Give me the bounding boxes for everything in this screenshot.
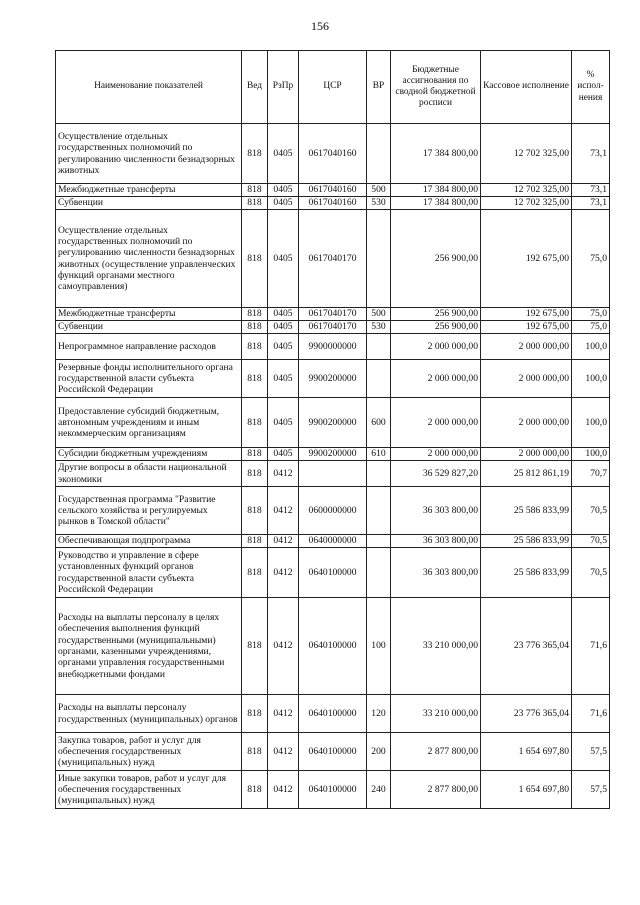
cell-name: Другие вопросы в области национальной экономики — [56, 461, 242, 487]
cell-percent: 100,0 — [572, 448, 610, 461]
cell-vr — [367, 334, 391, 360]
table-row — [56, 733, 610, 771]
cell-ved: 818 — [242, 308, 268, 321]
cell-csr: 0617040160 — [299, 197, 367, 210]
header-budget: Бюджетные ассигнования по сводной бюджетной росписи — [391, 51, 481, 124]
cell-vr — [367, 535, 391, 548]
cell-percent: 75,0 — [572, 321, 610, 334]
cell-ved: 818 — [242, 695, 268, 733]
cell-rzpr: 0412 — [268, 548, 299, 598]
cell-name: Осуществление отдельных государственных полномочий по регулированию численности безнадзорных животных — [56, 124, 242, 184]
cell-budget: 256 900,00 — [391, 308, 481, 321]
cell-vr — [367, 210, 391, 308]
cell-csr: 0600000000 — [299, 487, 367, 535]
cell-vr: 120 — [367, 695, 391, 733]
cell-name: Расходы на выплаты персоналу государственных (муниципальных) органов — [56, 695, 242, 733]
cell-rzpr: 0405 — [268, 321, 299, 334]
cell-csr: 0640100000 — [299, 598, 367, 695]
cell-csr: 0617040170 — [299, 321, 367, 334]
cell-rzpr: 0412 — [268, 535, 299, 548]
cell-ved: 818 — [242, 771, 268, 809]
cell-percent: 73,1 — [572, 184, 610, 197]
cell-rzpr: 0405 — [268, 124, 299, 184]
cell-csr: 0617040170 — [299, 210, 367, 308]
cell-rzpr: 0405 — [268, 210, 299, 308]
cell-vr: 610 — [367, 448, 391, 461]
cell-budget: 36 529 827,20 — [391, 461, 481, 487]
cell-name: Резервные фонды исполнительного органа государственной власти субъекта Российской Федерации — [56, 360, 242, 398]
cell-budget: 36 303 800,00 — [391, 535, 481, 548]
cell-name: Осуществление отдельных государственных полномочий по регулированию численности безнадзорных животных (осуществление управленческих функций органами местного самоуправления) — [56, 210, 242, 308]
cell-ved: 818 — [242, 461, 268, 487]
cell-cash: 192 675,00 — [481, 308, 572, 321]
cell-cash: 2 000 000,00 — [481, 360, 572, 398]
cell-vr — [367, 360, 391, 398]
cell-vr: 500 — [367, 184, 391, 197]
cell-percent: 73,1 — [572, 197, 610, 210]
cell-rzpr: 0405 — [268, 184, 299, 197]
cell-rzpr: 0412 — [268, 461, 299, 487]
cell-percent: 70,5 — [572, 487, 610, 535]
cell-ved: 818 — [242, 487, 268, 535]
cell-budget: 2 000 000,00 — [391, 398, 481, 448]
cell-name: Межбюджетные трансферты — [56, 308, 242, 321]
cell-percent: 57,5 — [572, 771, 610, 809]
cell-cash: 12 702 325,00 — [481, 124, 572, 184]
cell-rzpr: 0412 — [268, 695, 299, 733]
cell-vr — [367, 124, 391, 184]
cell-csr: 0617040170 — [299, 308, 367, 321]
cell-cash: 2 000 000,00 — [481, 334, 572, 360]
cell-budget: 36 303 800,00 — [391, 548, 481, 598]
cell-vr — [367, 548, 391, 598]
cell-rzpr: 0412 — [268, 771, 299, 809]
cell-percent: 100,0 — [572, 360, 610, 398]
cell-budget: 2 000 000,00 — [391, 360, 481, 398]
cell-percent: 75,0 — [572, 308, 610, 321]
cell-budget: 2 877 800,00 — [391, 771, 481, 809]
cell-cash: 12 702 325,00 — [481, 197, 572, 210]
cell-rzpr: 0405 — [268, 334, 299, 360]
cell-ved: 818 — [242, 598, 268, 695]
cell-name: Субсидии бюджетным учреждениям — [56, 448, 242, 461]
cell-csr: 0617040160 — [299, 184, 367, 197]
cell-vr: 240 — [367, 771, 391, 809]
table-row — [56, 398, 610, 448]
cell-csr — [299, 461, 367, 487]
cell-rzpr: 0405 — [268, 197, 299, 210]
cell-cash: 12 702 325,00 — [481, 184, 572, 197]
cell-name: Непрограммное направление расходов — [56, 334, 242, 360]
cell-vr — [367, 487, 391, 535]
cell-name: Субвенции — [56, 197, 242, 210]
cell-cash: 1 654 697,80 — [481, 733, 572, 771]
cell-ved: 818 — [242, 321, 268, 334]
cell-budget: 2 877 800,00 — [391, 733, 481, 771]
cell-ved: 818 — [242, 733, 268, 771]
cell-budget: 36 303 800,00 — [391, 487, 481, 535]
cell-budget: 17 384 800,00 — [391, 184, 481, 197]
table-row — [56, 771, 610, 809]
page-number: 156 — [311, 19, 329, 33]
cell-budget: 17 384 800,00 — [391, 197, 481, 210]
table-row — [56, 535, 610, 548]
cell-ved: 818 — [242, 334, 268, 360]
cell-percent: 57,5 — [572, 733, 610, 771]
cell-vr: 200 — [367, 733, 391, 771]
cell-ved: 818 — [242, 197, 268, 210]
cell-cash: 2 000 000,00 — [481, 448, 572, 461]
cell-vr: 530 — [367, 197, 391, 210]
cell-cash: 25 586 833,99 — [481, 487, 572, 535]
cell-cash: 192 675,00 — [481, 321, 572, 334]
cell-rzpr: 0412 — [268, 733, 299, 771]
table-row — [56, 308, 610, 321]
cell-cash: 1 654 697,80 — [481, 771, 572, 809]
cell-budget: 256 900,00 — [391, 321, 481, 334]
cell-cash: 25 812 861,19 — [481, 461, 572, 487]
cell-name: Субвенции — [56, 321, 242, 334]
table-row — [56, 548, 610, 598]
cell-percent: 100,0 — [572, 334, 610, 360]
cell-vr: 100 — [367, 598, 391, 695]
cell-ved: 818 — [242, 210, 268, 308]
cell-percent: 100,0 — [572, 398, 610, 448]
cell-cash: 23 776 365,04 — [481, 695, 572, 733]
cell-ved: 818 — [242, 360, 268, 398]
header-vr: ВР — [367, 51, 391, 124]
cell-name: Расходы на выплаты персоналу в целях обеспечения выполнения функций государственными (муниципальными) органами, казенными учреждениями, органами управления государственными внебюджетными фондами — [56, 598, 242, 695]
cell-csr: 0640100000 — [299, 733, 367, 771]
header-csr: ЦСР — [299, 51, 367, 124]
cell-rzpr: 0405 — [268, 360, 299, 398]
cell-name: Закупка товаров, работ и услуг для обеспечения государственных (муниципальных) нужд — [56, 733, 242, 771]
cell-percent: 70,5 — [572, 535, 610, 548]
cell-ved: 818 — [242, 548, 268, 598]
cell-percent: 73,1 — [572, 124, 610, 184]
cell-vr: 500 — [367, 308, 391, 321]
cell-percent: 70,5 — [572, 548, 610, 598]
cell-budget: 33 210 000,00 — [391, 695, 481, 733]
cell-budget: 2 000 000,00 — [391, 334, 481, 360]
budget-execution-table — [55, 50, 610, 809]
table-row — [56, 124, 610, 184]
cell-percent: 70,7 — [572, 461, 610, 487]
cell-vr — [367, 461, 391, 487]
cell-ved: 818 — [242, 124, 268, 184]
cell-cash: 192 675,00 — [481, 210, 572, 308]
cell-cash: 25 586 833,99 — [481, 535, 572, 548]
table-row — [56, 487, 610, 535]
cell-budget: 33 210 000,00 — [391, 598, 481, 695]
header-percent: % испол-нения — [572, 51, 610, 124]
header-ved: Вед — [242, 51, 268, 124]
table-header-row — [56, 51, 610, 124]
cell-ved: 818 — [242, 184, 268, 197]
cell-vr: 530 — [367, 321, 391, 334]
cell-cash: 25 586 833,99 — [481, 548, 572, 598]
cell-csr: 9900200000 — [299, 360, 367, 398]
cell-ved: 818 — [242, 448, 268, 461]
cell-cash: 2 000 000,00 — [481, 398, 572, 448]
table-row — [56, 461, 610, 487]
cell-csr: 9900000000 — [299, 334, 367, 360]
cell-rzpr: 0405 — [268, 448, 299, 461]
cell-ved: 818 — [242, 535, 268, 548]
cell-budget: 2 000 000,00 — [391, 448, 481, 461]
table-row — [56, 360, 610, 398]
cell-rzpr: 0412 — [268, 598, 299, 695]
cell-percent: 71,6 — [572, 598, 610, 695]
table-row — [56, 448, 610, 461]
table-row — [56, 210, 610, 308]
cell-csr: 0640100000 — [299, 695, 367, 733]
cell-name: Обеспечивающая подпрограмма — [56, 535, 242, 548]
cell-csr: 0640000000 — [299, 535, 367, 548]
table-row — [56, 334, 610, 360]
table-row — [56, 197, 610, 210]
cell-cash: 23 776 365,04 — [481, 598, 572, 695]
cell-csr: 0640100000 — [299, 548, 367, 598]
table-row — [56, 184, 610, 197]
cell-vr: 600 — [367, 398, 391, 448]
cell-name: Государственная программа "Развитие сельского хозяйства и регулируемых рынков в Томской области" — [56, 487, 242, 535]
cell-name: Руководство и управление в сфере установленных функций органов государственной власти субъекта Российской Федерации — [56, 548, 242, 598]
cell-csr: 0640100000 — [299, 771, 367, 809]
cell-name: Предоставление субсидий бюджетным, автономным учреждениям и иным некоммерческим организациям — [56, 398, 242, 448]
header-cash: Кассовое исполнение — [481, 51, 572, 124]
cell-ved: 818 — [242, 398, 268, 448]
cell-name: Межбюджетные трансферты — [56, 184, 242, 197]
cell-budget: 256 900,00 — [391, 210, 481, 308]
header-rzpr: РзПр — [268, 51, 299, 124]
cell-percent: 71,6 — [572, 695, 610, 733]
table-row — [56, 695, 610, 733]
table-row — [56, 598, 610, 695]
cell-rzpr: 0412 — [268, 487, 299, 535]
cell-rzpr: 0405 — [268, 308, 299, 321]
cell-percent: 75,0 — [572, 210, 610, 308]
cell-csr: 9900200000 — [299, 448, 367, 461]
table-row — [56, 321, 610, 334]
cell-rzpr: 0405 — [268, 398, 299, 448]
cell-name: Иные закупки товаров, работ и услуг для обеспечения государственных (муниципальных) нужд — [56, 771, 242, 809]
header-name: Наименование показателей — [56, 51, 242, 124]
cell-csr: 0617040160 — [299, 124, 367, 184]
cell-budget: 17 384 800,00 — [391, 124, 481, 184]
cell-csr: 9900200000 — [299, 398, 367, 448]
